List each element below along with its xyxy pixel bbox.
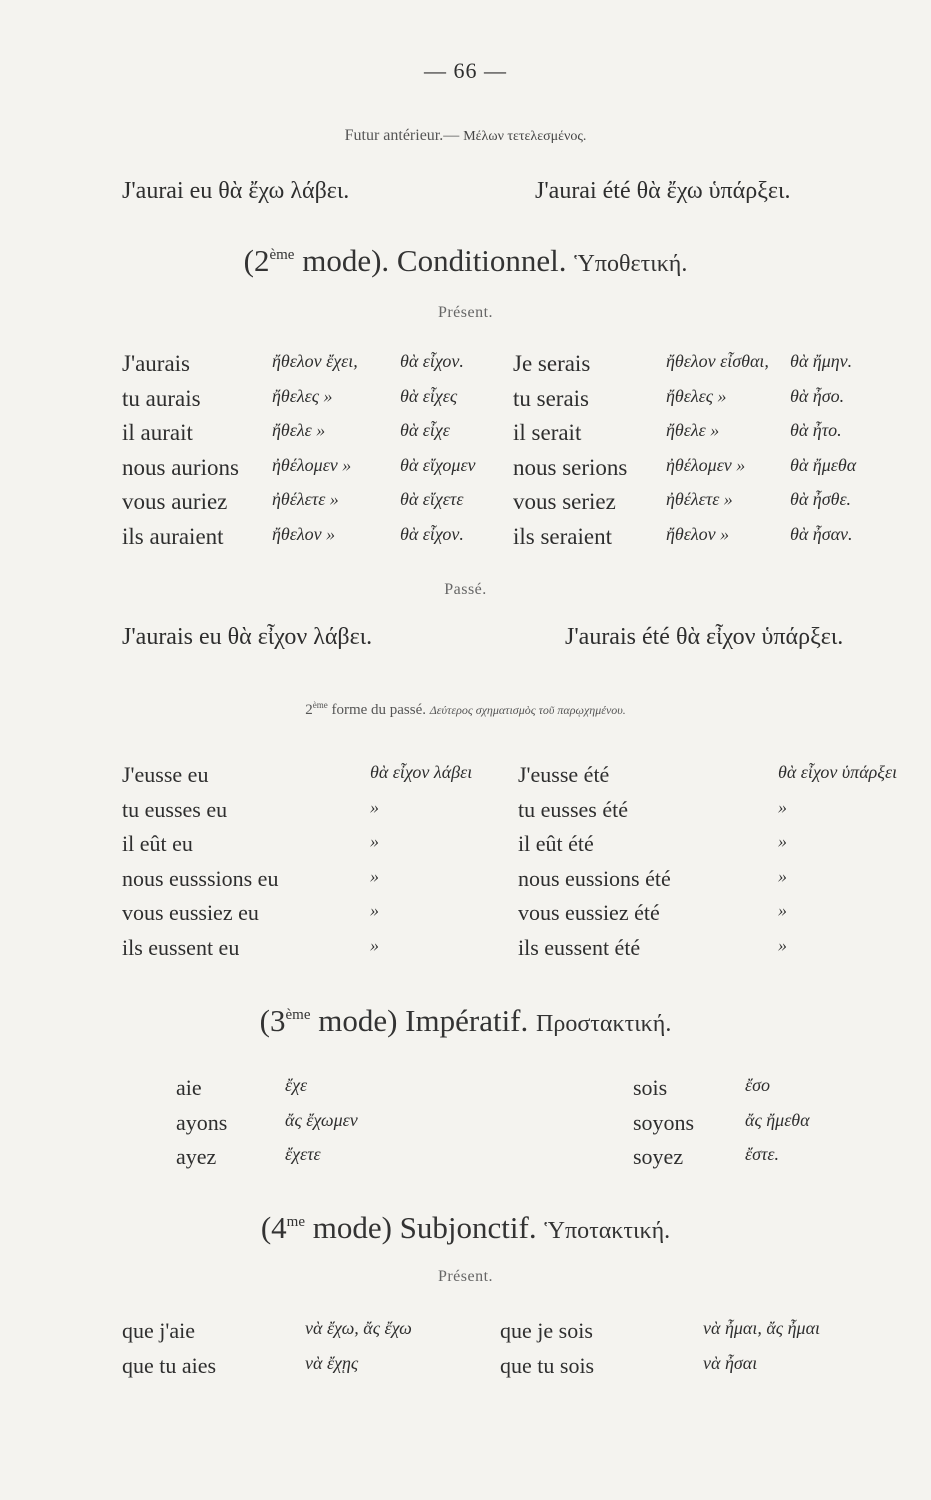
deuxieme-forme-heading: 2ème forme du passé. Δεύτερος σχηματισμὸς τοῦ παρῳχημένου.	[305, 700, 626, 718]
table-cell: vous auriez	[122, 489, 228, 514]
table-cell: que j'aie	[122, 1318, 195, 1343]
table-row	[0, 900, 931, 934]
table-cell: νὰ ἔχω, ἄς ἔχω	[305, 1318, 412, 1338]
table-cell: θὰ ἦσο.	[790, 385, 845, 406]
table-cell: ἠθέλομεν »	[666, 454, 746, 475]
table-cell: ἤθελον ἔχει,	[272, 351, 358, 371]
table-cell: nous eussions été	[518, 865, 671, 891]
table-row	[0, 935, 931, 969]
table-row	[0, 489, 931, 523]
table-cell: ils eussent eu	[122, 934, 240, 960]
table-cell: tu serais	[513, 385, 590, 411]
table-cell: θὰ εἶχον ὑπάρξει	[778, 762, 898, 782]
conditionnel-passe-label: Passé.	[444, 581, 487, 598]
table-cell: »	[370, 900, 379, 920]
table-cell: il eût eu	[122, 831, 193, 856]
table-cell: nous serions	[513, 454, 628, 480]
imperatif-heading: (3ème mode) Impératif. Προστακτική.	[259, 1003, 672, 1038]
table-cell: νὰ ἔχῃς	[305, 1352, 359, 1373]
table-cell: il aurait	[122, 420, 193, 445]
table-cell: ἠθέλομεν »	[272, 454, 352, 475]
table-cell: que tu aies	[122, 1352, 217, 1378]
table-cell: »	[778, 900, 787, 920]
passe-right-line: J'aurais été θὰ εἶχον ὑπάρξει.	[565, 624, 844, 650]
table-cell: tu aurais	[122, 385, 201, 411]
subjonctif-heading: ($4^{me}$ mode) Subjonctif. Ὑποτακτική.	[260, 1210, 671, 1245]
page-number: — 66 —	[424, 58, 507, 83]
table-cell: soyons	[633, 1109, 695, 1135]
table-cell: J'eusse eu	[122, 762, 209, 787]
table-cell: »	[370, 865, 379, 886]
table-cell: ἤθελε »	[666, 420, 720, 440]
table-cell: θὰ εἶχον.	[400, 351, 464, 371]
table-row	[0, 866, 931, 900]
table-cell: ἤθελε »	[272, 420, 326, 440]
table-cell: θὰ εἶχον.	[400, 523, 464, 544]
table-cell: J'aurais	[122, 351, 191, 376]
table-cell: sois	[633, 1075, 668, 1100]
futur-right-line: J'aurai été θὰ ἔχω ὑπάρξει.	[535, 178, 791, 204]
table-cell: θὰ εἶχε	[400, 420, 450, 440]
table-cell: θὰ ἦτο.	[790, 420, 842, 440]
table-cell: Je serais	[513, 351, 591, 376]
table-cell: ils eussent été	[518, 934, 641, 960]
table-cell: νὰ ἦμαι, ἄς ἦμαι	[703, 1318, 821, 1338]
table-cell: ἔσο	[745, 1075, 770, 1095]
table-cell: θὰ εἴχετε	[400, 489, 464, 509]
table-row	[0, 524, 931, 558]
table-cell: θὰ εἴχομεν	[400, 454, 476, 475]
subjonctif-present-label: Présent.	[437, 1268, 494, 1285]
table-cell: θὰ εἶχον λάβει	[370, 762, 473, 782]
table-cell: ἔχε	[285, 1075, 308, 1095]
table-cell: ἤθελες »	[272, 385, 333, 406]
table-row	[0, 797, 931, 831]
futur-anterieur-heading	[0, 127, 931, 145]
table-cell: ἤθελες »	[666, 385, 727, 406]
table-cell: »	[370, 934, 379, 955]
table-cell: que tu sois	[500, 1352, 595, 1378]
conditionnel-heading: (2ème mode). Conditionnel. Ὑποθετική.	[243, 243, 688, 278]
passe-left-line: J'aurais eu θὰ εἶχον λάβει.	[122, 624, 373, 650]
table-cell: vous eussiez eu	[122, 900, 259, 925]
table-cell: aie	[176, 1075, 202, 1100]
table-cell: que je sois	[500, 1318, 593, 1343]
table-cell: ἤθελον »	[272, 523, 336, 544]
table-cell: ἔστε.	[745, 1144, 780, 1164]
table-cell: ἠθέλετε »	[272, 489, 339, 509]
table-cell: νὰ ἦσαι	[703, 1352, 758, 1373]
table-cell: vous seriez	[513, 489, 616, 514]
futur-left-line: J'aurai eu θὰ ἔχω λάβει.	[122, 178, 350, 204]
futur-title-fr: Futur antérieur.—	[344, 127, 460, 144]
table-cell: θὰ ἤμην.	[790, 351, 853, 371]
table-cell: ils seraient	[513, 523, 612, 549]
table-cell: nous eusssions eu	[122, 865, 279, 891]
table-cell: θὰ ἤμεθα	[790, 454, 857, 475]
table-cell: ἄς ἔχωμεν	[285, 1109, 358, 1130]
table-cell: »	[778, 934, 787, 955]
table-row	[0, 1075, 931, 1109]
table-cell: ἔχετε	[285, 1144, 321, 1164]
table-cell: ἤθελον »	[666, 523, 730, 544]
table-cell: ils auraient	[122, 523, 224, 549]
table-cell: ayons	[176, 1109, 228, 1135]
table-row	[0, 1144, 931, 1178]
table-cell: θὰ ἦσαν.	[790, 523, 853, 544]
table-row	[0, 1353, 931, 1387]
table-cell: »	[778, 796, 787, 817]
table-cell: »	[778, 865, 787, 886]
table-cell: ἠθέλετε »	[666, 489, 733, 509]
table-row	[0, 831, 931, 865]
table-row	[0, 1110, 931, 1144]
conditionnel-present-label: Présent.	[437, 304, 494, 321]
table-cell: tu eusses eu	[122, 796, 228, 822]
table-cell: »	[370, 831, 379, 851]
table-cell: »	[370, 796, 379, 817]
table-cell: ἄς ἤμεθα	[745, 1109, 810, 1130]
table-cell: soyez	[633, 1144, 684, 1169]
table-cell: θὰ ἦσθε.	[790, 489, 852, 509]
table-cell: il eût été	[518, 831, 594, 856]
table-row	[0, 1318, 931, 1352]
table-cell: »	[778, 831, 787, 851]
table-row	[0, 351, 931, 385]
table-cell: tu eusses été	[518, 796, 628, 822]
table-row	[0, 455, 931, 489]
table-cell: J'eusse été	[518, 762, 610, 787]
table-cell: vous eussiez été	[518, 900, 660, 925]
table-cell: il serait	[513, 420, 582, 445]
table-row	[0, 762, 931, 796]
table-cell: nous aurions	[122, 454, 239, 480]
table-cell: ἤθελον εἶσθαι,	[666, 351, 769, 371]
table-cell: ayez	[176, 1144, 217, 1169]
table-row	[0, 386, 931, 420]
table-row	[0, 420, 931, 454]
table-cell: θὰ εἶχες	[400, 385, 458, 406]
futur-title-gr: Μέλων τετελεσμένος.	[463, 129, 587, 144]
